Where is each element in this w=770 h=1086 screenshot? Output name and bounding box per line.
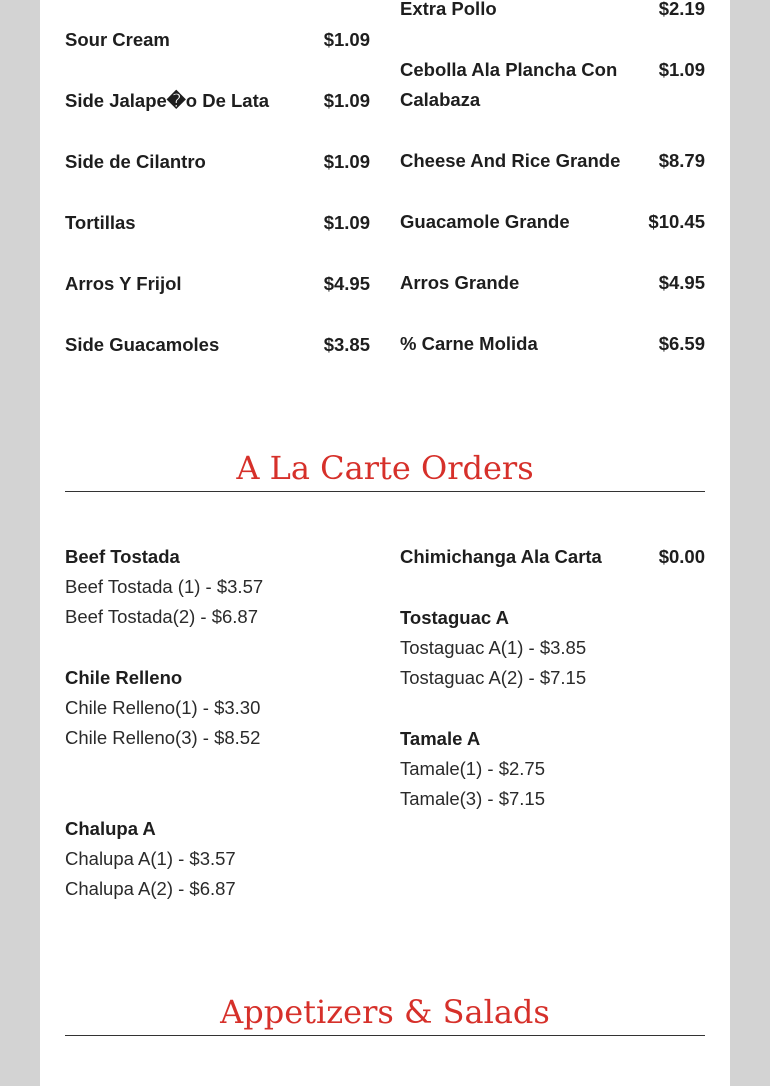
menu-item-option: Chile Relleno(1) - $3.30 — [65, 697, 261, 718]
menu-item-option: Tamale(1) - $2.75 — [400, 758, 545, 779]
menu-item-price: $10.45 — [648, 211, 705, 232]
menu-item-name: Arros Grande — [400, 272, 520, 293]
menu-item-name-line2: Calabaza — [400, 89, 481, 110]
menu-item-name: Cebolla Ala Plancha Con — [400, 59, 618, 80]
section-divider — [65, 491, 705, 492]
menu-item-name: Extra Pollo — [400, 0, 497, 19]
section-title: A La Carte Orders — [236, 449, 534, 487]
menu-item-option: Chile Relleno(3) - $8.52 — [65, 727, 261, 748]
menu-item-option: Chalupa A(1) - $3.57 — [65, 848, 236, 869]
menu-item-price: $8.79 — [658, 150, 705, 171]
menu-item-price: $6.59 — [658, 333, 705, 354]
menu-item-name: Chalupa A — [65, 818, 156, 839]
menu-item-name: Side Guacamoles — [65, 334, 220, 355]
menu-item-option: Tostaguac A(1) - $3.85 — [400, 637, 587, 658]
menu-item-price: $1.09 — [658, 59, 705, 80]
menu-item-option: Tamale(3) - $7.15 — [400, 788, 545, 809]
menu-item-price: $3.85 — [323, 334, 370, 355]
menu-item-price: $1.09 — [323, 90, 370, 111]
menu-page — [40, 0, 730, 1086]
menu-item-name: Arros Y Frijol — [65, 273, 182, 294]
menu-item-price: $1.09 — [323, 151, 370, 172]
menu-item-name: Beef Tostada — [65, 546, 180, 567]
menu-item-option: Beef Tostada(2) - $6.87 — [65, 606, 259, 627]
menu-item-option: Tostaguac A(2) - $7.15 — [400, 667, 587, 688]
menu-item-option: Chalupa A(2) - $6.87 — [65, 878, 236, 899]
menu-item-option: Beef Tostada (1) - $3.57 — [65, 576, 264, 597]
menu-item-name: Chimichanga Ala Carta — [400, 546, 602, 567]
menu-item-price: $4.95 — [323, 273, 370, 294]
section-title: Appetizers & Salads — [220, 993, 550, 1031]
menu-item-name: Sour Cream — [65, 29, 170, 50]
menu-item-name: Side de Cilantro — [65, 151, 206, 172]
menu-item-name: Tortillas — [65, 212, 136, 233]
menu-item-name: Tostaguac A — [400, 607, 509, 628]
menu-item-name: Tamale A — [400, 728, 481, 749]
menu-item-price: $1.09 — [323, 212, 370, 233]
menu-item-price: $1.09 — [323, 29, 370, 50]
section-divider — [65, 1035, 705, 1036]
menu-item-price: $2.19 — [658, 0, 705, 19]
menu-item-price: $0.00 — [658, 546, 705, 567]
menu-item-name: Guacamole Grande — [400, 211, 570, 232]
menu-item-name: % Carne Molida — [400, 333, 538, 354]
menu-item-name: Side Jalape�o De Lata — [65, 90, 270, 111]
menu-item-name: Cheese And Rice Grande — [400, 150, 621, 171]
menu-item-price: $4.95 — [658, 272, 705, 293]
menu-item-name: Chile Relleno — [65, 667, 183, 688]
